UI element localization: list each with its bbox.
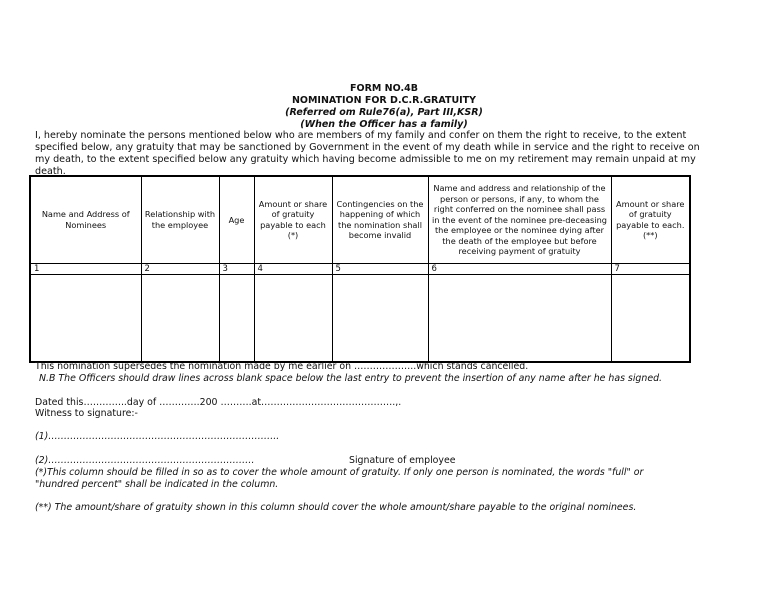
dated-line: Dated this…………..day of ………….200 ……….at…………………………………….,. (35, 397, 402, 408)
column-header-alternate-amount: Amount or share of gratuity payable to each. (**) (611, 176, 690, 263)
column-note-double-star: (**) The amount/share of gratuity shown in this column should cover the whole amount/share payable to the original nominees. (35, 502, 637, 513)
column-number: 2 (141, 263, 219, 275)
column-header-alternate-nominee: Name and address and relationship of the person or persons, if any, to whom the right conferred on the nominee shall pass in the event of the nominee pre-deceasing the employee or the nominee dying after the death of the employee but before receiving payment of gratuity (428, 176, 611, 263)
intro-line: specified below, any gratuity that may be sanctioned by Government in the event of my death while in service and the right to receive on (35, 142, 700, 153)
blank-entry-cell (428, 275, 611, 362)
blank-entry-cell (611, 275, 690, 362)
supersedes-line: This nomination supersedes the nomination made by me earlier on ………………..which stands cancelled. (35, 361, 529, 372)
intro-line: my death, to the extent specified below any gratuity which having become admissible to me on my retirement may remain unpaid at my (35, 154, 696, 165)
column-header-nominees: Name and Address of Nominees (30, 176, 141, 263)
form-number: FORM NO.4B (350, 83, 418, 94)
column-number: 3 (219, 263, 254, 275)
employee-signature-label: Signature of employee (349, 455, 456, 466)
form-condition: (When the Officer has a family) (300, 119, 468, 130)
blank-entry-cell (332, 275, 428, 362)
intro-line: death. (35, 166, 66, 177)
column-number: 4 (254, 263, 332, 275)
column-header-amount-share: Amount or share of gratuity payable to each (*) (254, 176, 332, 263)
column-note-single-star-cont: "hundred percent" shall be indicated in the column. (35, 479, 279, 490)
column-note-single-star: (*)This column should be filled in so as to cover the whole amount of gratuity. If only one person is nominated, the words "full" or (35, 467, 644, 478)
column-header-contingencies: Contingencies on the happening of which the nomination shall become invalid (332, 176, 428, 263)
blank-entry-cell (254, 275, 332, 362)
form-title: NOMINATION FOR D.C.R.GRATUITY (291, 95, 477, 106)
witness-1-line: (1)……………………………………………………………….. (35, 431, 280, 442)
nomination-table (29, 175, 691, 363)
form-reference: (Referred om Rule76(a), Part III,KSR) (285, 107, 483, 118)
column-header-age: Age (219, 176, 254, 263)
blank-entry-cell (141, 275, 219, 362)
column-number: 5 (332, 263, 428, 275)
column-number: 7 (611, 263, 690, 275)
intro-line: I, hereby nominate the persons mentioned below who are members of my family and confer on them the right to receive, to the extent (35, 130, 687, 141)
blank-entry-cell (219, 275, 254, 362)
blank-entry-cell (30, 275, 141, 362)
column-number: 1 (30, 263, 141, 275)
witness-2-line: (2)………………………………………………………… (35, 455, 255, 466)
column-number: 6 (428, 263, 611, 275)
intro-paragraph (35, 130, 725, 178)
column-header-relationship: Relationship with the employee (141, 176, 219, 263)
nb-note: N.B The Officers should draw lines across blank space below the last entry to prevent the insertion of any name after he has signed. (39, 373, 663, 384)
witness-label: Witness to signature:- (35, 408, 138, 419)
